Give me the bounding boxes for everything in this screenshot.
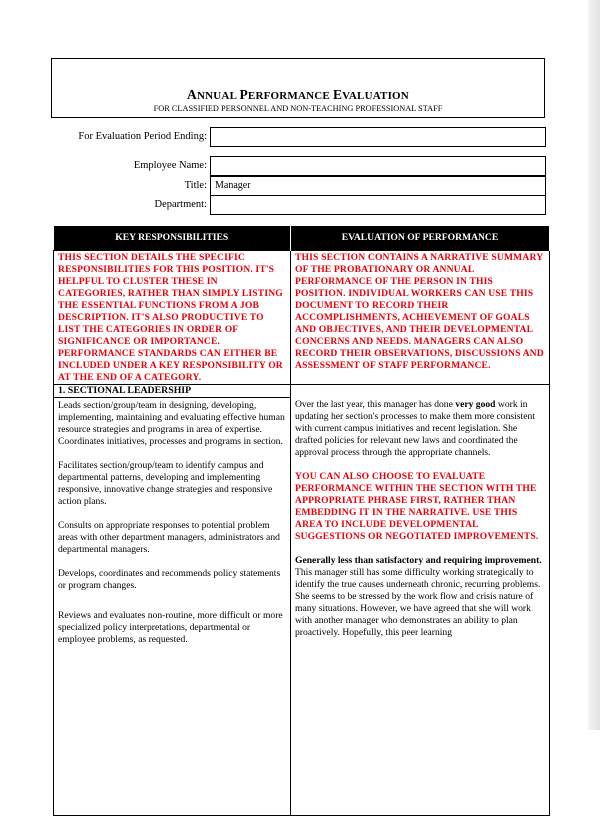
list-item: Coordinates initiatives, processes and programs in section.	[58, 436, 283, 447]
title-box	[51, 58, 545, 118]
evaluation-period-field[interactable]	[210, 127, 546, 147]
intro-right-text: THIS SECTION CONTAINS A NARRATIVE SUMMARY OF THE PROBATIONARY OR ANNUAL PERFORMANCE OF THE PERSON IN THIS POSITION. INDIVIDUAL WORKERS CAN USE THIS DOCUMENT TO RECORD THEIR ACCOMPLISHMENTS, ACHIEVEMENT OF GOALS AND OBJECTIVES, AND THEIR DEVELOPMENTAL CONCERNS AND NEEDS. MANAGERS CAN ALSO RECORD THEIR OBSERVATIONS, DISCUSSIONS AND ASSESSMENT OF STAFF PERFORMANCE.	[291, 251, 550, 385]
table-row	[54, 385, 550, 816]
title-field[interactable]: Manager	[210, 176, 546, 196]
list-item: Develops, coordinates and recommends policy statements or program changes.	[58, 568, 281, 591]
department-label: Department:	[154, 199, 207, 210]
list-item: Facilitates section/group/team to identify campus and departmental patterns, developing and implementing responsive, innovative change strategies and responsive action plans.	[58, 460, 273, 507]
list-item: Leads section/group/team in designing, developing, implementing, maintaining and evaluating effective human resource strategies and programs in area of expertise.	[58, 400, 285, 435]
table-header-row	[54, 226, 550, 251]
table-row	[54, 251, 550, 385]
list-item: Consults on appropriate responses to potential problem areas with other department managers, administrators and departmental managers.	[58, 520, 280, 555]
page-subtitle: FOR CLASSIFIED PERSONNEL AND NON-TEACHING PROFESSIONAL STAFF	[153, 104, 443, 113]
list-item: Reviews and evaluates non-routine, more difficult or more specialized policy interpretations, departmental or employee problems, as requested.	[58, 610, 283, 645]
responsibilities-cell	[54, 385, 291, 816]
section-heading: 1. SECTIONAL LEADERSHIP	[58, 385, 192, 396]
employee-name-field[interactable]	[210, 156, 546, 176]
evaluation-period-label: For Evaluation Period Ending:	[78, 131, 207, 142]
title-label: Title:	[184, 180, 207, 191]
evaluation-paragraph: Over the last year, this manager has done very good work in updating her section's processes to make them more consistent with current campus initiatives and recent legislation. She drafted policies for relevant new laws and coordinated the approval process through the appropriate channels.	[295, 399, 535, 458]
evaluation-cell	[291, 385, 550, 816]
page-title: ANNUAL PERFORMANCE EVALUATION	[187, 87, 409, 102]
header-evaluation-of-performance: EVALUATION OF PERFORMANCE	[291, 226, 550, 251]
header-key-responsibilities: KEY RESPONSIBILITIES	[54, 226, 291, 251]
department-field[interactable]	[210, 195, 546, 215]
employee-name-label: Employee Name:	[133, 160, 207, 171]
page-edge-shadow	[588, 0, 600, 730]
evaluation-table	[53, 226, 550, 816]
evaluation-paragraph: Generally less than satisfactory and requiring improvement. This manager still has some difficulty working strategically to identify the true causes underneath chronic, recurring problems. She seems to be stressed by the work flow and crisis nature of many situations. However, we have agreed that she will work with another manager who demonstrates an ability to plan proactively. Hopefully, this peer learning	[295, 555, 542, 638]
evaluation-instruction-text: YOU CAN ALSO CHOOSE TO EVALUATE PERFORMANCE WITHIN THE SECTION WITH THE APPROPRIATE PHRASE FIRST, RATHER THAN EMBEDDING IT IN THE NARRATIVE. USE THIS AREA TO INCLUDE DEVELOPMENTAL SUGGESTIONS OR NEGOTIATED IMPROVEMENTS.	[295, 471, 539, 542]
intro-left-text: THIS SECTION DETAILS THE SPECIFIC RESPONSIBILITIES FOR THIS POSITION. IT'S HELPFUL TO CLUSTER THESE IN CATEGORIES, RATHER THAN SIMPLY LISTING THE ESSENTIAL FUNCTIONS FROM A JOB DESCRIPTION. IT'S ALSO PRODUCTIVE TO LIST THE CATEGORIES IN ORDER OF SIGNIFICANCE OR IMPORTANCE. PERFORMANCE STANDARDS CAN EITHER BE INCLUDED UNDER A KEY RESPONSIBILITY OR AT THE END OF A CATEGORY.	[54, 251, 291, 385]
